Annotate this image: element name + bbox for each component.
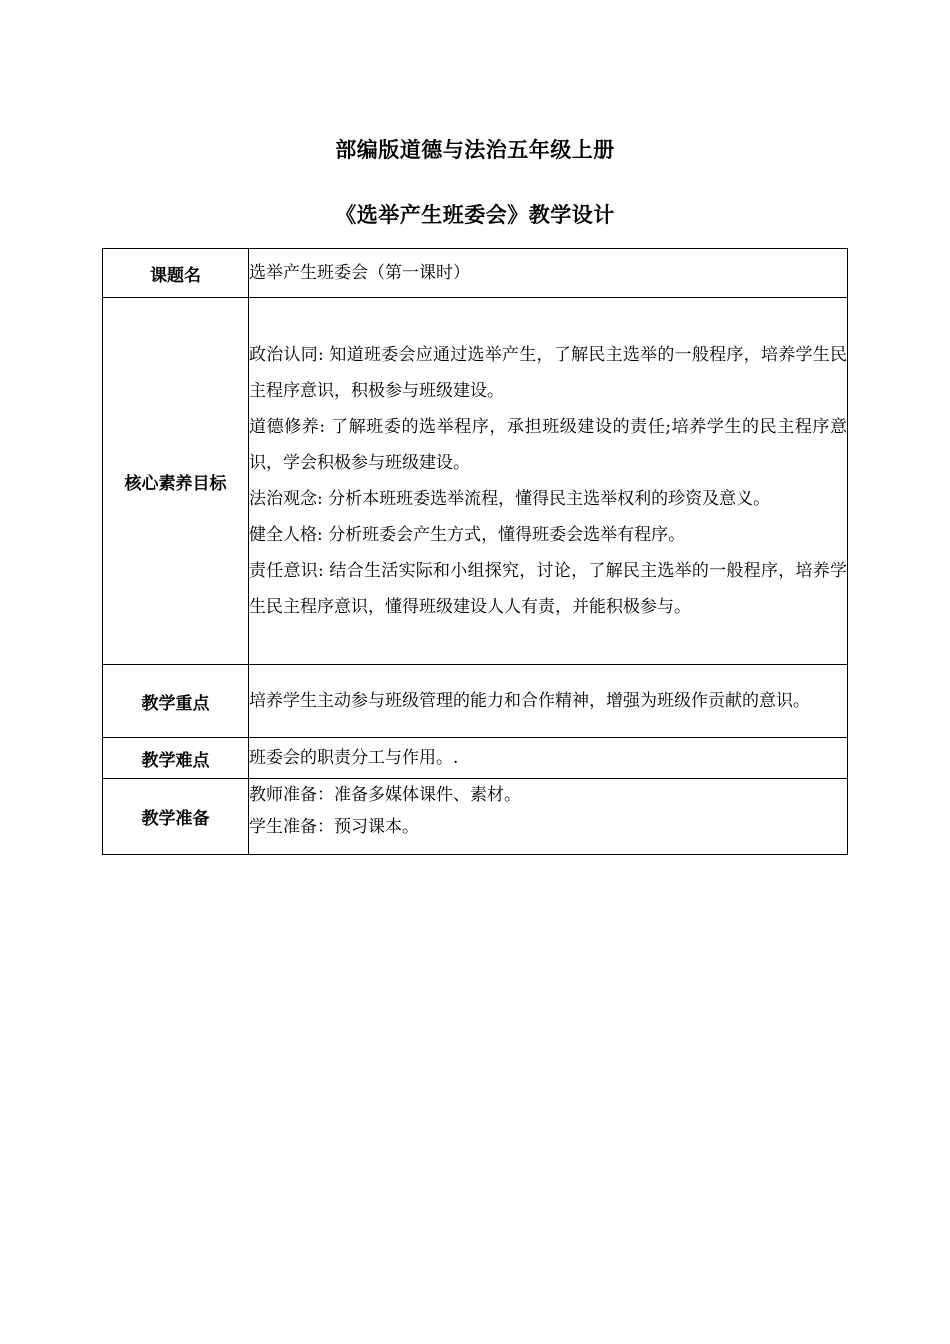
- table-row-key-points: [103, 665, 848, 738]
- preparation-label: 教学准备: [103, 779, 249, 855]
- document-title: 部编版道德与法治五年级上册: [335, 138, 615, 162]
- key-points-label: 教学重点: [103, 665, 249, 738]
- table-row-topic: [103, 249, 848, 298]
- key-points-value: 培养学生主动参与班级管理的能力和合作精神，增强为班级作贡献的意识。: [249, 665, 848, 738]
- goal-item: 政治认同: 知道班委会应通过选举产生，了解民主选举的一般程序，培养学生民主程序意识，积极参与班级建设。: [249, 345, 847, 401]
- goal-item: 责任意识: 结合生活实际和小组探究，讨论，了解民主选举的一般程序，培养学生民主程序意识，懂得班级建设人人有责，并能积极参与。: [249, 561, 847, 617]
- preparation-content: [249, 779, 848, 855]
- document-subtitle: 《选举产生班委会》教学设计: [335, 203, 615, 227]
- goal-item: 法治观念: 分析本班班委选举流程，懂得民主选举权利的珍资及意义。: [249, 489, 771, 509]
- goals-label: 核心素养目标: [103, 298, 249, 665]
- preparation-item: 学生准备：预习课本。: [249, 817, 419, 837]
- difficult-points-value: 班委会的职责分工与作用。.: [249, 738, 848, 779]
- lesson-plan-table: [102, 248, 848, 855]
- table-row-difficult-points: [103, 738, 848, 779]
- goals-content: [249, 298, 848, 665]
- goal-item: 健全人格: 分析班委会产生方式，懂得班委会选举有程序。: [249, 525, 686, 545]
- topic-label: 课题名: [103, 249, 249, 298]
- preparation-item: 教师准备：准备多媒体课件、素材。: [249, 785, 521, 805]
- table-row-preparation: [103, 779, 848, 855]
- difficult-points-label: 教学难点: [103, 738, 249, 779]
- topic-value: 选举产生班委会（第一课时）: [249, 249, 848, 298]
- table-row-goals: [103, 298, 848, 665]
- goal-item: 道德修养: 了解班委的选举程序，承担班级建设的责任;培养学生的民主程序意识，学会积极参与班级建设。: [249, 417, 847, 473]
